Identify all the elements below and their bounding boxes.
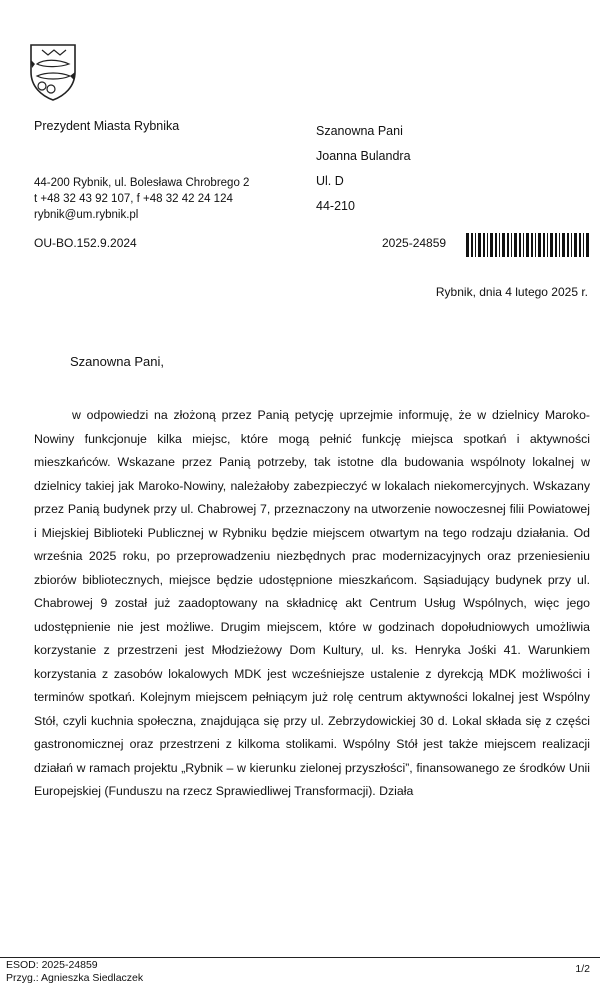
case-reference: OU-BO.152.9.2024 [34, 236, 137, 250]
sender-title: Prezydent Miasta Rybnika [34, 119, 180, 133]
footer-prepared-by: Przyg.: Agnieszka Siedlaczek [6, 972, 144, 984]
page-number: 1/2 [575, 963, 590, 975]
recipient-name: Joanna Bulandra [316, 149, 411, 163]
esod-number: 2025-24859 [382, 236, 447, 250]
sender-phone-fax: t +48 32 43 92 107, f +48 32 42 24 124 [34, 193, 233, 205]
sender-address: 44-200 Rybnik, ul. Bolesława Chrobrego 2 [34, 177, 250, 189]
recipient-street: Ul. D [316, 174, 344, 188]
recipient-block [316, 119, 411, 219]
sender-address-block [34, 175, 249, 223]
letter-salutation: Szanowna Pani, [70, 354, 164, 369]
letter-body: w odpowiedzi na złożoną przez Panią petycję uprzejmie informuję, że w dzielnicy Maroko-Nowiny funkcjonuje kilka miejsc, które mogą pełnić funkcję miejsca spotkań i aktywności mieszkańców. Wskazane przez Panią potrzeby, tak istotne dla budowania wspólnoty lokalnej w dzielnicy takiej jak Maroko-Nowiny, należałoby zabezpieczyć w lokalach niekomercyjnych. Wskazany przez Panią budynek przy ul. Chabrowej 7, przeznaczony na utworzenie nowoczesnej filii Powiatowej i Miejskiej Biblioteki Publicznej w Rybniku będzie miejscem otwartym na tego rodzaju działania. Od września 2025 roku, po przeprowadzeniu niezbędnych prac modernizacyjnych oraz przeniesieniu zbiorów bibliotecznych, miejsce będzie udostępnione mieszkańcom. Sąsiadujący budynek przy ul. Chabrowej 9 został już zaadoptowany na składnicę akt Centrum Usług Wspólnych, więc jego udostępnienie nie jest możliwe. Drugim miejscem, które w godzinach dopołudniowych umożliwia korzystanie z przestrzeni jest Młodzieżowy Dom Kultury, ul. ks. Henryka Jośki 41. Warunkiem korzystania z zasobów lokalowych MDK jest wcześniejsze ustalenie z dyrekcją MDK możliwości i terminów spotkań. Kolejnym miejscem pełniącym już rolę centrum aktywności lokalnej jest Wspólny Stół, czyli kuchnia społeczna, znajdująca się przy ul. Zebrzydowickiej 30 d. Lokal składa się z części gastronomicznej oraz przestrzeni z kilkoma stolikami. Wspólny Stół jest także miejscem realizacji działań w ramach projektu „Rybnik – w kierunku zielonej przyszłości”, finansowanego ze środków Unii Europejskiej (Funduszu na rzecz Sprawiedliwej Transformacji). Działa [34, 408, 590, 798]
footer-divider [0, 957, 600, 958]
footer-esod: ESOD: 2025-24859 [6, 959, 98, 971]
rybnik-coat-of-arms-icon [28, 42, 78, 102]
date-line: Rybnik, dnia 4 lutego 2025 r. [435, 285, 588, 299]
footer-info [6, 959, 143, 985]
barcode-icon [466, 233, 590, 257]
sender-email: rybnik@um.rybnik.pl [34, 209, 139, 221]
recipient-salutation: Szanowna Pani [316, 124, 403, 138]
recipient-postal: 44-210 [316, 199, 355, 213]
